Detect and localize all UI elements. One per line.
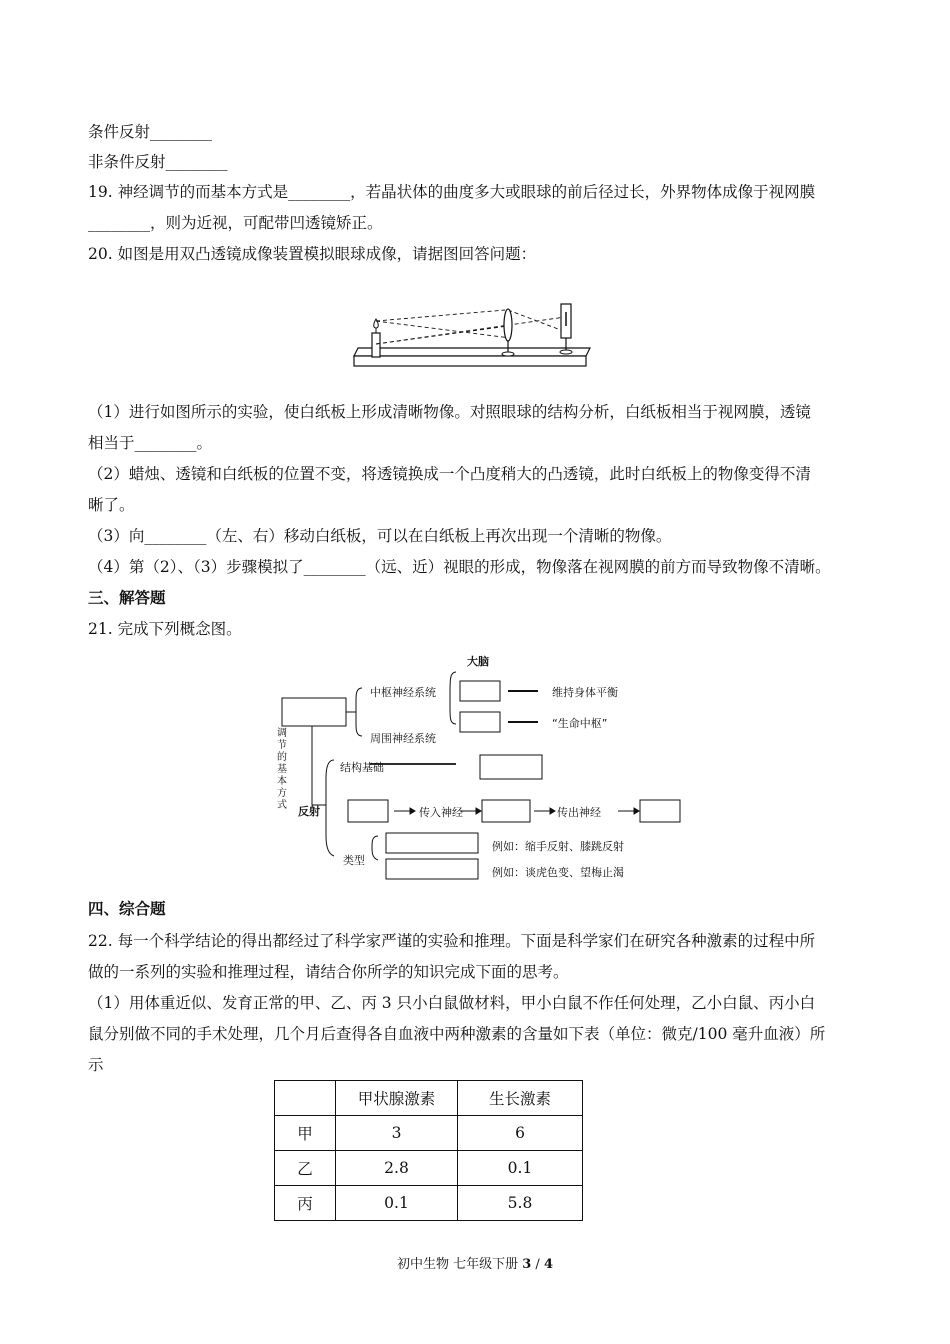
label-life-center: “生命中枢” [552,717,608,730]
footer-page-number: 3 [522,1257,532,1272]
page-footer [0,1253,950,1272]
question-19-line1: 19. 神经调节的而基本方式是________，若晶状体的曲度多大或眼球的前后径过长，外界物体成像于视网膜 [88,183,816,201]
table-header-cell: 生长激素 [458,1081,583,1116]
question-20-part4: （4）第（2）、（3）步骤模拟了________（远、近）视眼的形成，物像落在视网膜的前方而导致物像不清晰。 [88,558,831,576]
question-20: 20. 如图是用双凸透镜成像装置模拟眼球成像，请据图回答问题： [88,245,537,263]
candle [372,333,380,357]
blank-box-reflex-arc [480,755,542,779]
answer-conditioned-reflex: 条件反射________ [88,123,213,141]
label-basic-mode-vertical: 调节的基本方式 [277,728,287,811]
lens-apparatus-figure [350,300,595,375]
table-cell: 2.8 [336,1151,458,1186]
label-example-conditioned: 例如：谈虎色变、望梅止渴 [492,866,624,879]
label-efferent-nerve: 传出神经 [557,806,601,819]
table-row [275,1186,583,1221]
blank-box-brainstem [460,712,500,732]
concept-map [270,650,690,885]
table-cell: 丙 [275,1186,336,1221]
table-row [275,1116,583,1151]
question-20-part3: （3）向________（左、右）移动白纸板，可以在白纸板上再次出现一个清晰的物像。 [88,527,672,545]
question-22-line1: 22. 每一个科学结论的得出都经过了科学家严谨的实验和推理。下面是科学家们在研究各种激素的过程中所 [88,932,816,950]
hormone-table [274,1080,583,1221]
section-heading-comprehensive: 四、综合题 [88,900,166,918]
table-cell: 乙 [275,1151,336,1186]
label-type: 类型 [343,854,365,867]
label-brain: 大脑 [467,655,489,668]
label-reflex: 反射 [298,805,320,818]
question-22-part1-line3: 示 [88,1056,104,1074]
question-20-part2-line1: （2）蜡烛、透镜和白纸板的位置不变，将透镜换成一个凸度稍大的凸透镜，此时白纸板上的物像变得不清 [88,465,811,483]
table-cell: 0.1 [458,1151,583,1186]
blank-box-effector [640,800,680,822]
question-20-part1-line1: （1）进行如图所示的实验，使白纸板上形成清晰物像。对照眼球的结构分析，白纸板相当于视网膜，透镜 [88,403,811,421]
blank-box-unconditioned [386,833,478,853]
table-header-cell: 甲状腺激素 [336,1081,458,1116]
table-cell: 6 [458,1116,583,1151]
table-cell: 5.8 [458,1186,583,1221]
question-22-part1-line2: 鼠分别做不同的手术处理，几个月后查得各自血液中两种激素的含量如下表（单位：微克/100 毫升血液）所 [88,1025,826,1043]
footer-page-total: 4 [543,1257,553,1272]
label-afferent-nerve: 传入神经 [419,806,463,819]
blank-box-receptor [348,800,388,822]
convex-lens [504,309,512,341]
question-22-part1-line1: （1）用体重近似、发育正常的甲、乙、丙 3 只小白鼠做材料，甲小白鼠不作任何处理，乙小白鼠、丙小白 [88,994,816,1012]
question-19-line2: ________，则为近视，可配带凹透镜矫正。 [88,214,383,232]
table-cell: 3 [336,1116,458,1151]
blank-box-center [482,800,530,822]
question-21: 21. 完成下列概念图。 [88,620,242,638]
footer-text: 初中生物 七年级下册 [396,1257,523,1272]
table-header-row [275,1081,583,1116]
footer-separator: / [531,1257,544,1272]
label-balance: 维持身体平衡 [552,686,618,699]
label-cns: 中枢神经系统 [370,686,436,699]
question-20-part1-line2: 相当于________。 [88,434,213,452]
table-cell: 甲 [275,1116,336,1151]
table-cell: 0.1 [336,1186,458,1221]
answer-unconditioned-reflex: 非条件反射________ [88,153,228,171]
label-pns: 周围神经系统 [370,732,436,745]
question-20-part2-line2: 晰了。 [88,496,135,514]
table-row [275,1151,583,1186]
table-header-cell [275,1081,336,1116]
label-structure-basis: 结构基础 [340,761,384,774]
question-22-line2: 做的一系列的实验和推理过程，请结合你所学的知识完成下面的思考。 [88,963,569,981]
label-example-unconditioned: 例如：缩手反射、膝跳反射 [492,840,624,853]
section-heading-answer: 三、解答题 [88,589,166,607]
blank-box-cerebellum [460,681,500,701]
blank-box-conditioned [386,859,478,879]
blank-box-root [282,698,346,726]
